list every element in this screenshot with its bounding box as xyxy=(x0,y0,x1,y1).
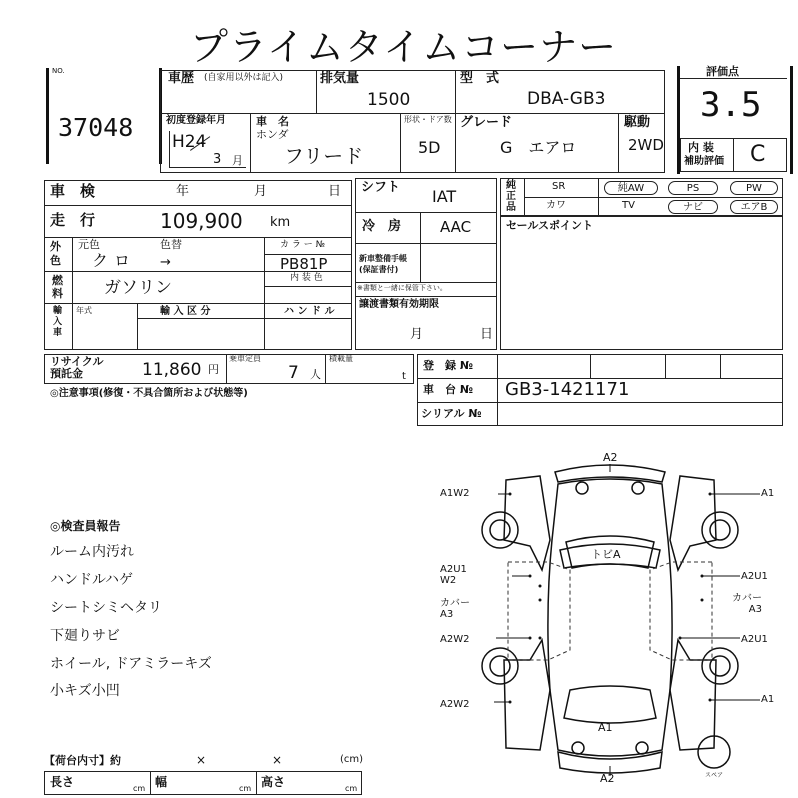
inspector-item: ルーム内汚れ xyxy=(50,544,134,560)
inspection-month-unit: 月 xyxy=(254,184,268,199)
inspector-item: 下廻りサビ xyxy=(50,628,120,644)
sales-label: セールスポイント xyxy=(506,219,594,232)
length-unit: cm xyxy=(133,784,146,793)
diagram-right-2: A2U1 xyxy=(741,571,768,582)
equip-aw: 純AW xyxy=(604,181,658,195)
cargo-label: 【荷台内寸】約 xyxy=(44,754,121,767)
model-value: DBA-GB3 xyxy=(527,89,606,109)
fuel-value: ガソリン xyxy=(104,278,172,298)
length-label: 長さ xyxy=(50,775,75,789)
diagram-left-4: A2W2 xyxy=(440,634,470,645)
maker: ホンダ xyxy=(256,128,289,141)
transfer-label: 譲渡書類有効期限 xyxy=(359,299,439,310)
diagram-left-5: A2W2 xyxy=(440,699,470,710)
displacement-value: 1500 xyxy=(367,90,411,110)
score-label: 評価点 xyxy=(706,65,739,78)
doors-value: 5D xyxy=(418,138,441,157)
diagram-left-2: A2U1 W2 xyxy=(440,564,467,586)
person-unit: 人 xyxy=(310,368,321,381)
color-no-label: カ ラ ー № xyxy=(280,240,325,250)
drive-value: 2WD xyxy=(628,136,664,154)
repaint-label: 色替 xyxy=(160,238,182,251)
car-name: フリード xyxy=(284,144,364,168)
equip-pw: PW xyxy=(730,181,778,195)
fuel-label: 燃料 xyxy=(52,274,63,300)
inspector-item: ホイール, ドアミラーキズ xyxy=(50,656,212,672)
equip-navi: ナビ xyxy=(668,200,718,214)
diagram-a1-bottom: A1 xyxy=(598,721,613,734)
chassis-label: 車 台 № xyxy=(423,383,474,396)
capacity-label: 乗車定員 xyxy=(229,354,261,363)
times-1: × xyxy=(196,753,207,767)
inspection-year-unit: 年 xyxy=(176,184,190,199)
first-reg-year: H24 xyxy=(172,132,207,152)
recycle-label: リサイクル 預託金 xyxy=(50,355,104,380)
diagram-spare: スペア xyxy=(705,772,724,779)
shift-value: IAT xyxy=(432,187,457,206)
equip-label: 純正品 xyxy=(506,180,516,213)
load-label: 積載量 xyxy=(329,354,353,363)
ton-unit: t xyxy=(402,371,406,382)
times-2: × xyxy=(272,753,283,767)
inspector-item: 小キズ小凹 xyxy=(50,683,120,699)
import-label: 輸入車 xyxy=(53,306,63,338)
model-label: 型 式 xyxy=(460,71,500,86)
color-original: クロ xyxy=(92,251,137,270)
import-year-label: 年式 xyxy=(76,306,92,315)
yen-unit: 円 xyxy=(208,363,219,376)
lot-number: 37048 xyxy=(58,113,134,142)
color-no-value: PB81P xyxy=(280,255,328,273)
exterior-label: 外色 xyxy=(50,240,61,267)
grade-value: G エアロ xyxy=(500,138,577,157)
serial-label: シリアル № xyxy=(421,407,482,420)
history-label: 車歴 xyxy=(168,71,195,86)
score-value: 3.5 xyxy=(700,85,762,125)
shift-label: シフト xyxy=(361,180,401,195)
capacity-value: 7 xyxy=(288,363,299,383)
name-label: 車 名 xyxy=(256,115,289,128)
cm-label: (cm) xyxy=(340,754,364,765)
diagram-bottom: A2 xyxy=(600,772,615,785)
height-unit: cm xyxy=(345,784,358,793)
interior-color-label: 内 装 色 xyxy=(290,273,323,283)
interior-label: 内 装 xyxy=(688,141,714,154)
diagram-left-1: A1W2 xyxy=(440,488,470,499)
manual-note: ※書類と一緒に保管下さい。 xyxy=(357,284,447,292)
interior-grade: C xyxy=(750,142,766,167)
mileage-unit: km xyxy=(270,215,291,230)
doors-label: 形状・ドア数 xyxy=(404,115,452,124)
diagram-top: A2 xyxy=(603,451,618,464)
recycle-amount: 11,860 xyxy=(142,360,202,380)
inspector-item: シートシミヘタリ xyxy=(50,600,162,616)
chassis-value: GB3-1421171 xyxy=(505,379,630,400)
interior-sub: 補助評価 xyxy=(684,156,724,167)
notes-label: ◎注意事項(修復・不具合箇所および状態等) xyxy=(50,388,248,399)
color-arrow: → xyxy=(160,255,171,270)
no-label: NO. xyxy=(52,67,65,75)
grade-label: グレード xyxy=(460,115,513,130)
car-diagram xyxy=(430,450,790,790)
diagram-right-4: A2U1 xyxy=(741,634,768,645)
manual-label: 新車整備手帳 (保証書付) xyxy=(359,254,407,274)
transfer-day-unit: 日 xyxy=(480,327,494,342)
diagram-right-5: A1 xyxy=(761,694,775,705)
displacement-label: 排気量 xyxy=(320,71,360,86)
equip-airbag: エアB xyxy=(730,200,778,214)
equip-leather: カワ xyxy=(546,200,566,211)
inspection-day-unit: 日 xyxy=(328,184,342,199)
equip-sr: SR xyxy=(552,181,566,192)
height-label: 高さ xyxy=(261,775,286,789)
drive-label: 駆動 xyxy=(624,115,651,130)
month-unit: 月 xyxy=(232,154,243,167)
diagram-roof: トビA xyxy=(591,548,621,561)
ac-value: AAC xyxy=(440,218,472,236)
width-label: 幅 xyxy=(155,775,168,789)
import-type-label: 輸 入 区 分 xyxy=(160,306,211,317)
first-reg-month: 3 xyxy=(213,152,222,167)
inspector-item: ハンドルハゲ xyxy=(50,572,134,588)
diagram-left-3: カバー A3 xyxy=(440,598,470,620)
orig-color-label: 元色 xyxy=(78,238,100,251)
first-reg-label: 初度登録年月 xyxy=(166,115,226,126)
handle-label: ハ ン ド ル xyxy=(284,306,335,317)
ac-label: 冷 房 xyxy=(362,219,402,234)
diagram-right-3: カバー A3 xyxy=(732,593,762,615)
inspection-label: 車 検 xyxy=(50,182,96,200)
diagram-right-1: A1 xyxy=(761,488,775,499)
transfer-month-unit: 月 xyxy=(410,327,424,342)
history-note: (自家用以外は記入) xyxy=(204,73,284,83)
page-title: プライムタイムコーナー xyxy=(190,25,618,69)
equip-tv: TV xyxy=(622,200,635,211)
inspector-title: ◎検査員報告 xyxy=(50,519,121,533)
equip-ps: PS xyxy=(668,181,718,195)
width-unit: cm xyxy=(239,784,252,793)
mileage-value: 109,900 xyxy=(160,209,243,233)
reg-no-label: 登 録 № xyxy=(423,359,474,372)
mileage-label: 走 行 xyxy=(50,211,96,229)
